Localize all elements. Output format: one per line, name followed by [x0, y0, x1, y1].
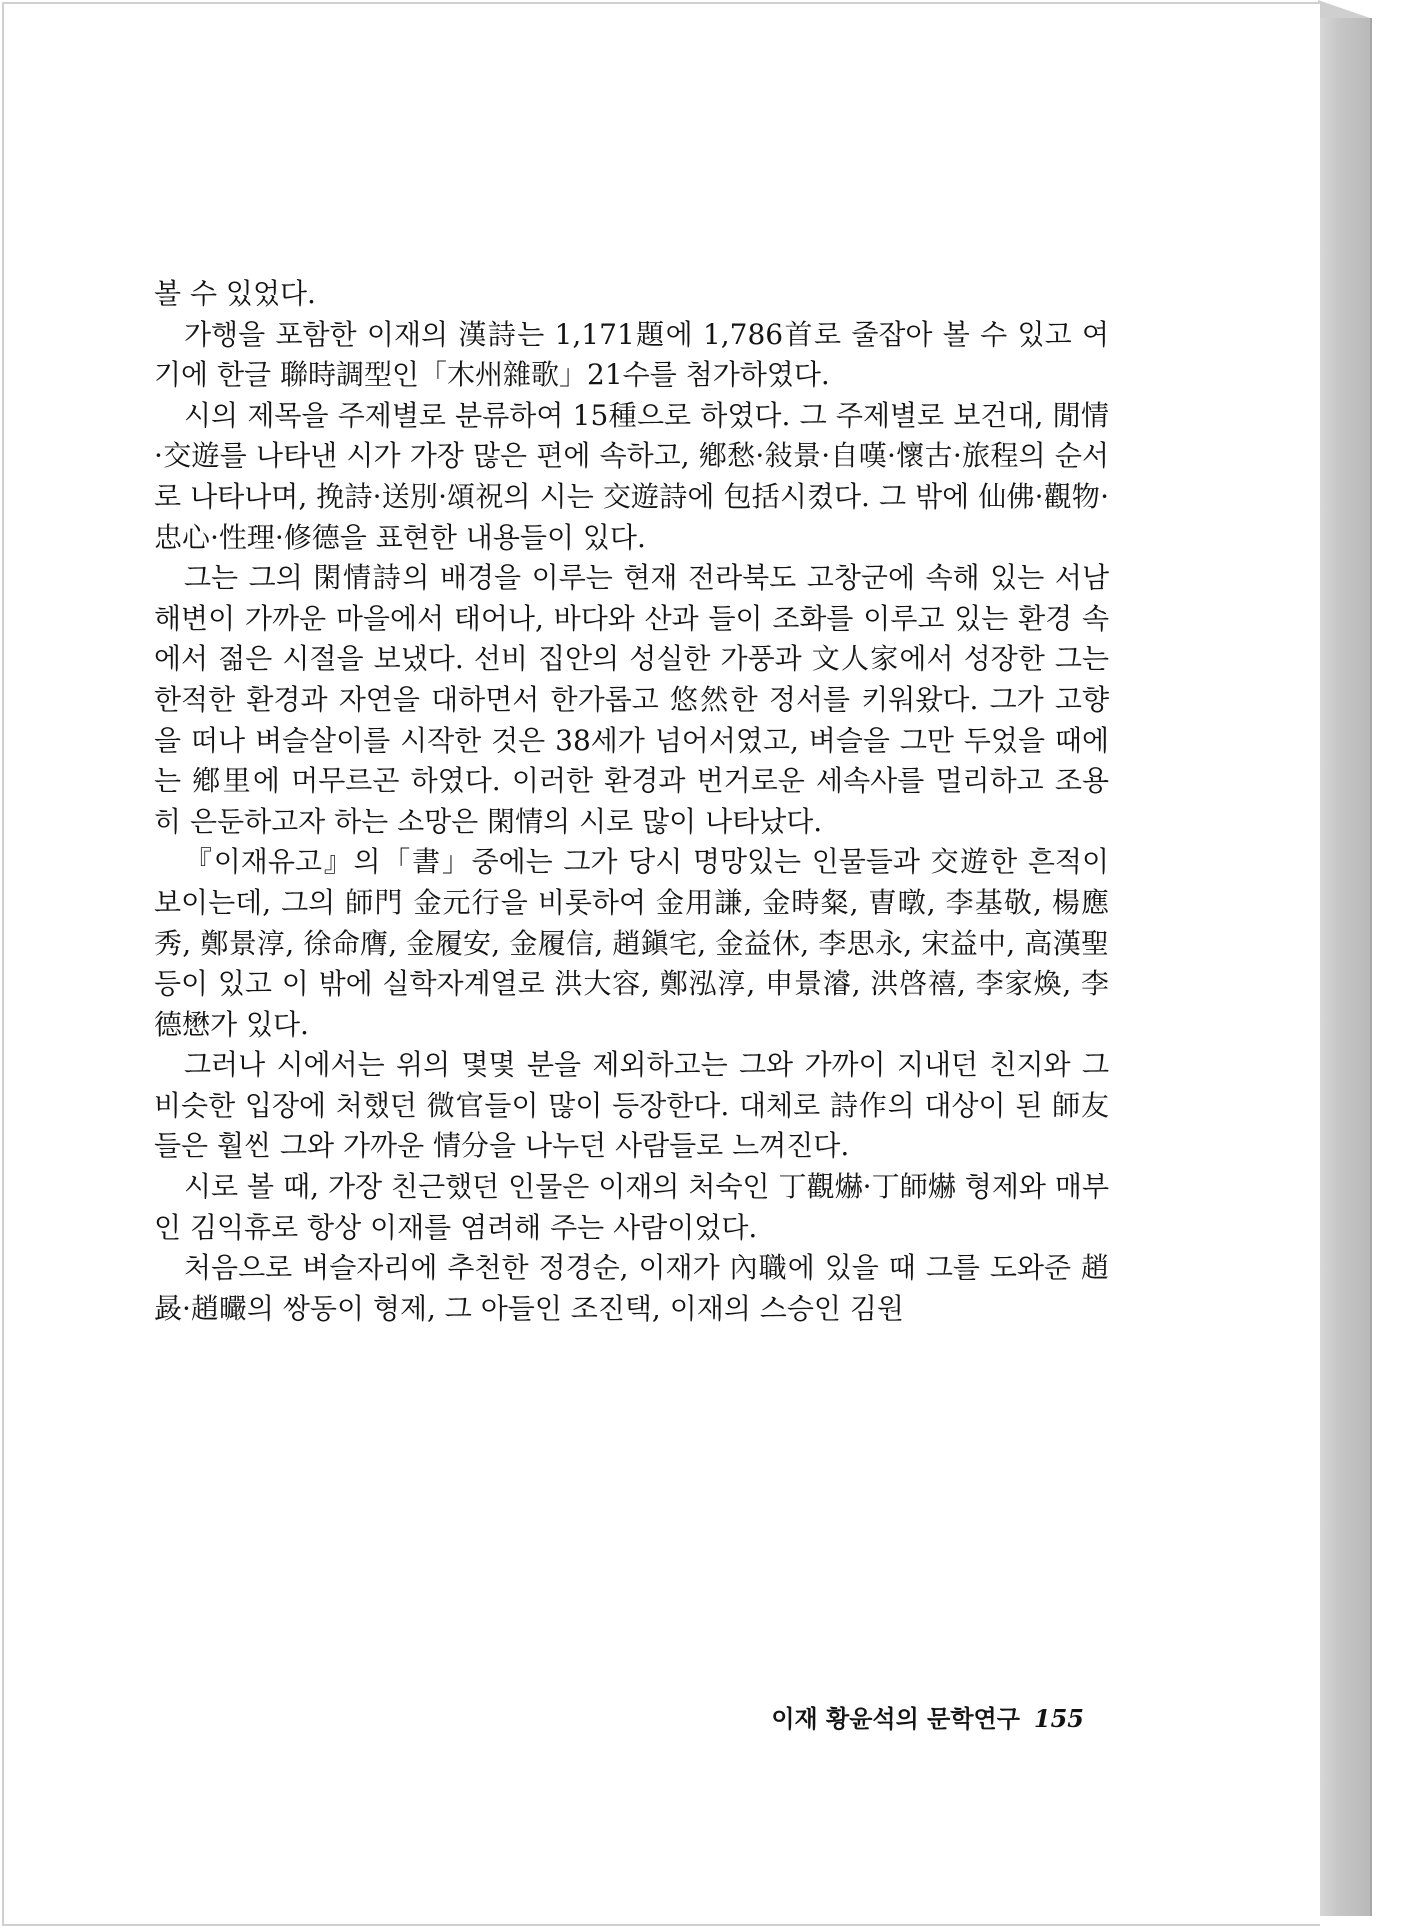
paragraph-1: 볼 수 있었다.: [154, 277, 316, 310]
body-text: [154, 274, 1109, 1329]
page-number: 155: [1033, 1704, 1084, 1733]
running-title: 이재 황윤석의 문학연구: [771, 1704, 1020, 1733]
paragraph-3: 시의 제목을 주제별로 분류하여 15種으로 하였다. 그 주제별로 보건대, 閒情·交遊를 나타낸 시가 가장 많은 편에 속하고, 鄕愁·敍景·自嘆·懷古·旅程의 순서로 나타나며, 挽詩·送別·頌祝의 시는 交遊詩에 包括시켰다. 그 밖에 仙佛·觀物·忠心·性理·修德을 표현한 내용들이 있다.: [154, 398, 1109, 554]
paragraph-2: 가행을 포함한 이재의 漢詩는 1,171題에 1,786首로 줄잡아 볼 수 있고 여기에 한글 聯時調型인「木州雜歌」21수를 첨가하였다.: [154, 317, 1109, 392]
book-page: [2, 2, 1320, 1926]
page-edge-top: [1318, 0, 1370, 18]
page-edge: [1318, 18, 1372, 1916]
paragraph-4: 그는 그의 閑情詩의 배경을 이루는 현재 전라북도 고창군에 속해 있는 서남해변이 가까운 마을에서 태어나, 바다와 산과 들이 조화를 이루고 있는 환경 속에서 젊은 시절을 보냈다. 선비 집안의 성실한 가풍과 文人家에서 성장한 그는 한적한 환경과 자연을 대하면서 한가롭고 悠然한 정서를 키워왔다. 그가 고향을 떠나 벼슬살이를 시작한 것은 38세가 넘어서였고, 벼슬을 그만 두었을 때에는 鄕里에 머무르곤 하였다. 이러한 환경과 번거로운 세속사를 멀리하고 조용히 은둔하고자 하는 소망은 閑情의 시로 많이 나타났다.: [154, 561, 1109, 838]
page-footer: [704, 1699, 1084, 1734]
paragraph-6: 그러나 시에서는 위의 몇몇 분을 제외하고는 그와 가까이 지내던 친지와 그 비슷한 입장에 처했던 微官들이 많이 등장한다. 대체로 詩作의 대상이 된 師友들은 훨씬 그와 가까운 情分을 나누던 사람들로 느껴진다.: [154, 1048, 1109, 1163]
paragraph-8: 처음으로 벼슬자리에 추천한 정경순, 이재가 內職에 있을 때 그를 도와준 趙晸·趙曮의 쌍동이 형제, 그 아들인 조진택, 이재의 스승인 김원: [154, 1251, 1109, 1325]
paragraph-7: 시로 볼 때, 가장 친근했던 인물은 이재의 처숙인 丁觀爀·丁師爀 형제와 매부인 김익휴로 항상 이재를 염려해 주는 사람이었다.: [154, 1170, 1109, 1244]
paragraph-5: 『이재유고』의「書」중에는 그가 당시 명망있는 인물들과 交遊한 흔적이 보이는데, 그의 師門 金元行을 비롯하여 金用謙, 金時粲, 曺暾, 李基敬, 楊應秀, 鄭景淳, 徐命膺, 金履安, 金履信, 趙鎭宅, 金益休, 李思永, 宋益中, 高漢聖 등이 있고 이 밖에 실학자계열로 洪大容, 鄭泓淳, 申景濬, 洪啓禧, 李家煥, 李德懋가 있다.: [154, 845, 1109, 1041]
